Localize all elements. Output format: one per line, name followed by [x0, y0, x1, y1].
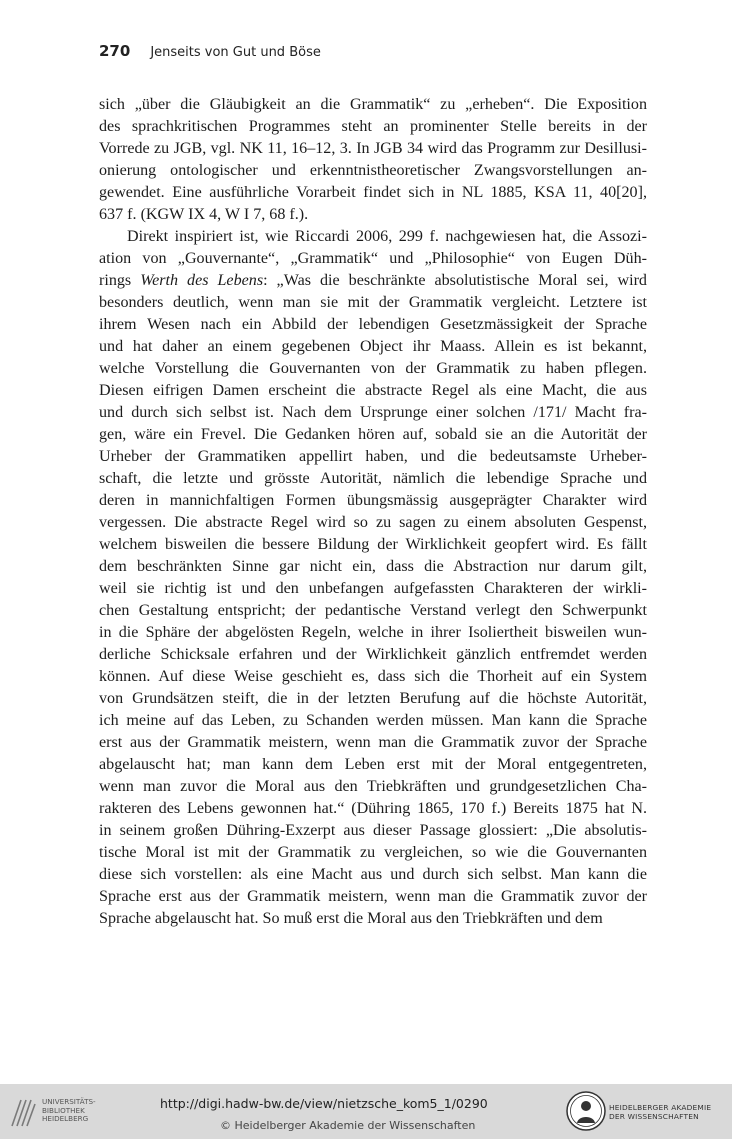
text-line: und hat daher an einem gegebenen Object ihr Maass. Allein es ist bekannt,: [99, 338, 647, 355]
academy-name: [609, 1103, 711, 1121]
text-line: gen, wäre ein Frevel. Die Gedanken hören auf, sobald sie an die Autorität der: [99, 426, 647, 443]
text-line: dem beschränkten Sinne gar nicht ein, dass die Abstraction nur darum gilt,: [99, 558, 647, 575]
text-fragment: : „Was die beschränkte absolutistische Moral sei, wird: [263, 272, 647, 289]
text-line: ich meine auf das Leben, zu Schanden werden müssen. Man kann die Sprache: [99, 712, 647, 729]
running-header: [99, 42, 321, 60]
paragraph-1: [99, 94, 647, 226]
text-fragment: rings: [99, 272, 141, 289]
library-name-line: HEIDELBERG: [42, 1114, 89, 1123]
library-logo-icon: [8, 1094, 38, 1130]
text-line-with-title: [99, 270, 647, 292]
text-line: ihrem Wesen nach ein Abbild der lebendigen Gesetzmässigkeit der Sprache: [99, 316, 647, 333]
text-line: in seinem großen Dühring-Exzerpt aus dieser Passage glossiert: „Die absolutis-: [99, 822, 647, 839]
text-line: vergessen. Die abstracte Regel wird so zu sagen zu einem absoluten Gespenst,: [99, 514, 647, 531]
text-line: Sprache erst aus der Grammatik meistern, wenn man die Grammatik zuvor der: [99, 888, 647, 905]
text-line: Sprache abgelauscht hat. So muß erst die Moral aus den Triebkräften und dem: [99, 910, 603, 927]
text-line: ation von „Gouvernante“, „Grammatik“ und „Philosophie“ von Eugen Düh-: [99, 250, 647, 267]
text-line: Urheber der Grammatiken appellirt haben, und die bedeutsamste Urheber-: [99, 448, 647, 465]
text-line: rakteren des Lebens gewonnen hat.“ (Dühring 1865, 170 f.) Bereits 1875 hat N.: [99, 800, 647, 817]
page-number: 270: [99, 42, 131, 60]
book-title: Werth des Lebens: [140, 272, 264, 289]
text-line: erst aus der Grammatik meistern, wenn man die Grammatik zuvor der Sprache: [99, 734, 647, 751]
text-line: tische Moral ist mit der Grammatik zu vergleichen, so wie die Gouvernanten: [99, 844, 647, 861]
academy-seal-icon: [565, 1090, 607, 1132]
academy-name-line: DER WISSENSCHAFTEN: [609, 1112, 699, 1121]
text-line: sich „über die Gläubigkeit an die Grammatik“ zu „erheben“. Die Exposition: [99, 96, 647, 113]
library-name-line: BIBLIOTHEK: [42, 1105, 85, 1115]
text-line: derliche Schicksale erfahren und der Wirklichkeit gänzlich entfremdet werden: [99, 646, 647, 663]
library-name-line: UNIVERSITÄTS-: [42, 1097, 96, 1106]
text-line: schaft, die letzte und grösste Autorität, nämlich die lebendige Sprache und: [99, 470, 647, 487]
text-line: diese sich vorstellen: als eine Macht aus und durch sich selbst. Man kann die: [99, 866, 647, 883]
text-line: gewendet. Eine ausführliche Vorarbeit findet sich in NL 1885, KSA 11, 40[20],: [99, 184, 647, 201]
text-line: und durch sich selbst ist. Nach dem Ursprunge einer solchen /171/ Macht fra-: [99, 404, 647, 421]
academy-name-line: HEIDELBERGER AKADEMIE: [609, 1103, 712, 1112]
text-line: Vorrede zu JGB, vgl. NK 11, 16–12, 3. In JGB 34 wird das Programm zur Desillusi-: [99, 140, 647, 157]
text-line: Direkt inspiriert ist, wie Riccardi 2006, 299 f. nachgewiesen hat, die Assozi-: [127, 228, 647, 245]
academy-logo[interactable]: [565, 1090, 730, 1134]
library-name: [42, 1098, 96, 1124]
viewer-footer: [0, 1084, 732, 1139]
text-line: 637 f. (KGW IX 4, W I 7, 68 f.).: [99, 206, 309, 223]
university-library-logo[interactable]: [8, 1092, 118, 1132]
text-line: besonders deutlich, wenn man sie mit der Grammatik vergleicht. Letztere ist: [99, 294, 647, 311]
text-line: weil sie richtig ist und den unbefangen aufgefassten Charakteren der wirkli-: [99, 580, 647, 597]
copyright-notice: © Heidelberger Akademie der Wissenschaften: [220, 1119, 476, 1132]
text-line: des sprachkritischen Programmes steht an prominenter Stelle bereits in der: [99, 118, 647, 135]
text-line: von Grundsätzen steift, die in der letzten Berufung auf die höchste Autorität,: [99, 690, 647, 707]
text-line: welchem bisweilen die bessere Bildung der Wirklichkeit geopfert wird. Es fällt: [99, 536, 647, 553]
permalink-url[interactable]: http://digi.hadw-bw.de/view/nietzsche_kom5_1/0290: [160, 1096, 488, 1111]
text-line: welche Vorstellung die Gouvernanten von der Grammatik zu haben pflegen.: [99, 360, 647, 377]
text-line: onierung ontologischer und erkenntnistheoretischer Zwangsvorstellungen an-: [99, 162, 647, 179]
text-line: deren in mannichfaltigen Formen übungsmässig ausgeprägter Charakter wird: [99, 492, 647, 509]
body-text: [99, 94, 647, 930]
text-line: in die Sphäre der abgelösten Regeln, welche in ihrer Isoliertheit bisweilen wun-: [99, 624, 647, 641]
text-line: können. Auf diese Weise geschieht es, dass sich die Thorheit auf ein System: [99, 668, 647, 685]
text-line: abgelauscht hat; man kann dem Leben erst mit der Moral entgegentreten,: [99, 756, 647, 773]
paragraph-2: [99, 226, 647, 930]
text-line: Diesen eifrigen Damen erscheint die abstracte Regel als eine Macht, die aus: [99, 382, 647, 399]
text-line: chen Gestaltung entspricht; der pedantische Verstand verlegt den Schwerpunkt: [99, 602, 647, 619]
running-title: Jenseits von Gut und Böse: [150, 45, 321, 60]
text-line: wenn man zuvor die Moral aus den Triebkräften und grundgesetzlichen Cha-: [99, 778, 647, 795]
